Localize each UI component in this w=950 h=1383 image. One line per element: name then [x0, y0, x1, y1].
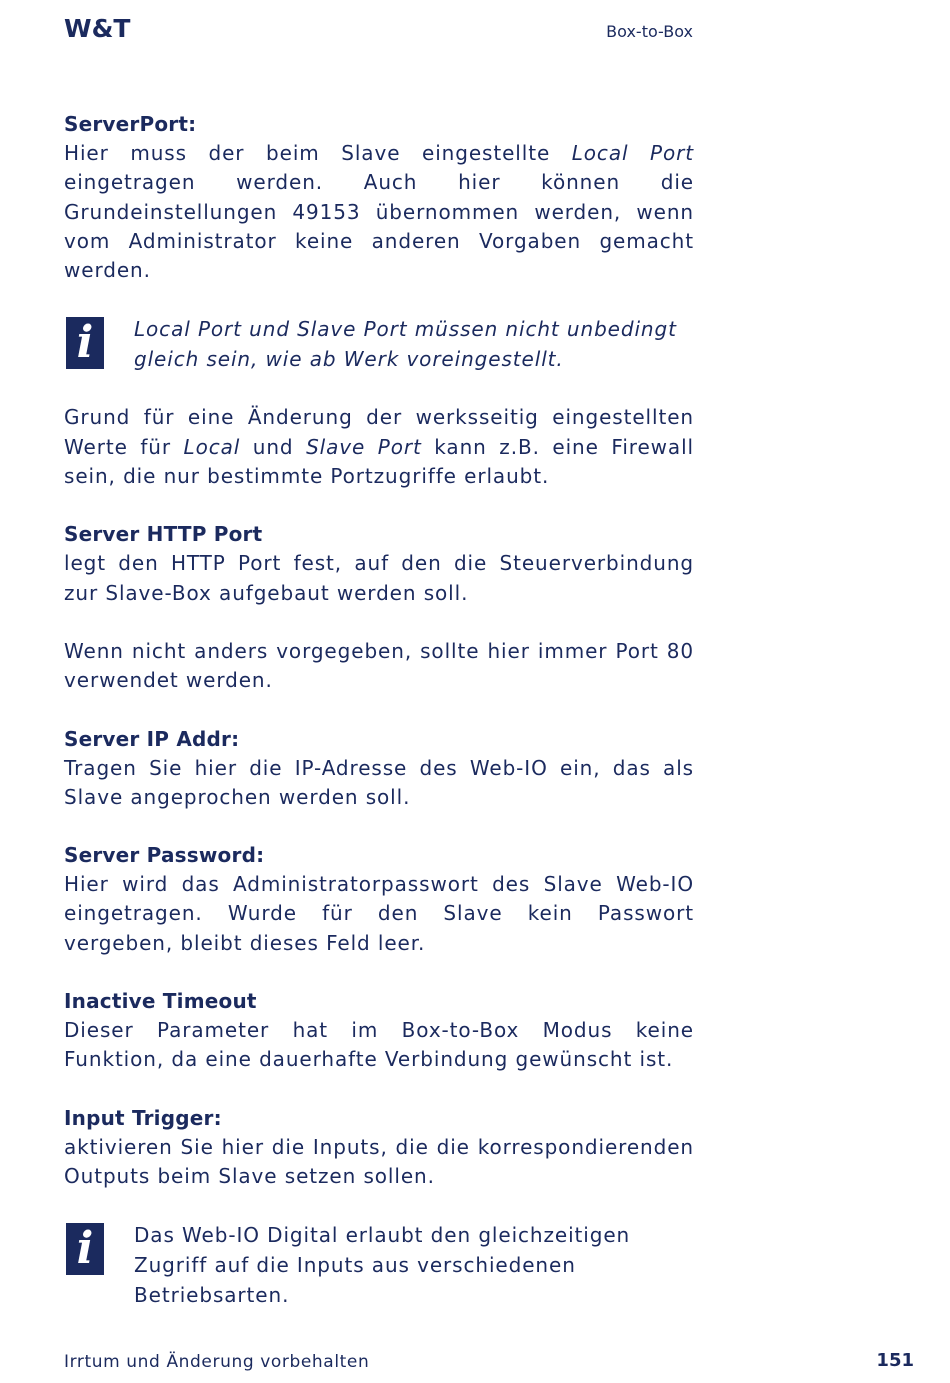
- section-text: aktivieren Sie hier die Inputs, die die korrespondierenden Outputs beim Slave setzen sollen.: [64, 1134, 694, 1188]
- section-ip-addr: [64, 725, 694, 813]
- section-input-trigger: [64, 1104, 694, 1192]
- section-heading: Inactive Timeout: [64, 989, 257, 1014]
- info-icon: i: [66, 317, 104, 369]
- section-heading: ServerPort:: [64, 112, 197, 136]
- section-text: Hier muss der beim Slave eingestellte Local Port eingetragen werden. Auch hier können die Grundeinstellungen 49153 übernommen werden, wenn vom Administrator keine anderen Vorgaben gemacht werden.: [64, 141, 694, 283]
- info-note: [64, 1220, 694, 1310]
- note-text: Local Port und Slave Port müssen nicht unbedingt gleich sein, wie ab Werk voreingestellt.: [134, 317, 677, 372]
- section-text: legt den HTTP Port fest, auf den die Steuerverbindung zur Slave-Box aufgebaut werden soll.: [64, 551, 694, 605]
- page-content: [64, 110, 694, 1339]
- section-password: [64, 841, 694, 958]
- section-reason: [64, 403, 694, 491]
- brand-logo: W&T: [64, 14, 131, 43]
- note-text: Das Web-IO Digital erlaubt den gleichzeitigen Zugriff auf die Inputs aus verschiedenen Betriebsarten.: [134, 1223, 631, 1308]
- section-heading: Server IP Addr:: [64, 726, 240, 751]
- section-text: Hier wird das Administratorpasswort des Slave Web-IO eingetragen. Wurde für den Slave kein Passwort vergeben, bleibt dieses Feld leer.: [64, 872, 694, 955]
- section-text: Grund für eine Änderung der werksseitig eingestellten Werte für Local und Slave Port kann z.B. eine Firewall sein, die nur bestimmte Portzugriffe erlaubt.: [64, 405, 694, 489]
- footer-disclaimer: Irrtum und Änderung vorbehalten: [64, 1352, 370, 1372]
- section-heading: Server HTTP Port: [64, 522, 263, 547]
- section-text: Wenn nicht anders vorgegeben, sollte hier immer Port 80 verwendet werden.: [64, 638, 694, 693]
- section-http-port-note: [64, 637, 694, 696]
- section-heading: Server Password:: [64, 843, 265, 868]
- page-number: 151: [876, 1350, 914, 1371]
- section-serverport: [64, 110, 694, 285]
- section-http-port: [64, 520, 694, 608]
- chapter-title: Box-to-Box: [606, 22, 693, 41]
- section-timeout: [64, 987, 694, 1075]
- info-note: [64, 314, 694, 374]
- section-heading: Input Trigger:: [64, 1105, 222, 1130]
- section-text: Tragen Sie hier die IP-Adresse des Web-IO ein, das als Slave angeprochen werden soll.: [64, 755, 694, 809]
- section-text: Dieser Parameter hat im Box-to-Box Modus keine Funktion, da eine dauerhafte Verbindung gewünscht ist.: [64, 1018, 694, 1072]
- info-icon: i: [66, 1223, 104, 1275]
